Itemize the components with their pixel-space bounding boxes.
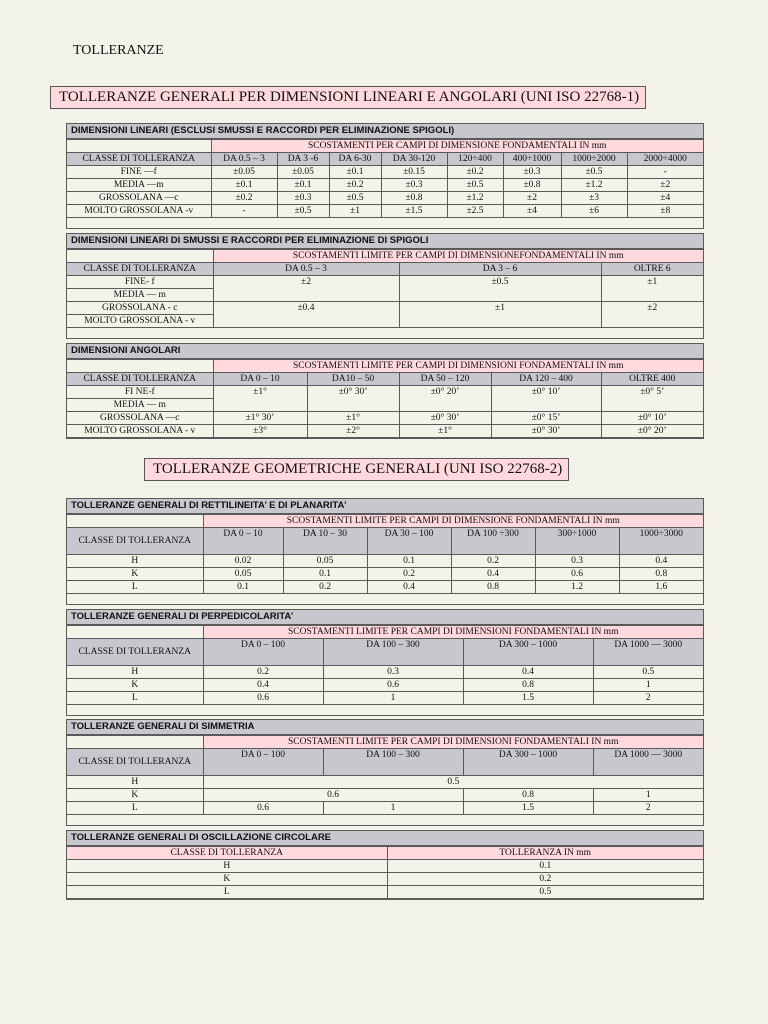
- row-label: H: [67, 555, 203, 568]
- row-label: K: [67, 873, 387, 886]
- header-cell: DA 0 – 10: [203, 528, 283, 555]
- empty-cell: [67, 626, 203, 639]
- row-label: MOLTO GROSSOLANA - v: [67, 425, 213, 438]
- table-row: [67, 679, 703, 692]
- cell: 1: [323, 692, 463, 705]
- header-cell: DA 30 – 100: [367, 528, 451, 555]
- header-row: [67, 528, 703, 555]
- cell: ±0.3: [503, 166, 561, 179]
- header-cell: DA 30-120: [381, 153, 447, 166]
- table-row: [67, 802, 703, 815]
- cell: 1: [593, 789, 703, 802]
- header-cell: DA 100 ÷300: [451, 528, 535, 555]
- table-title: TOLLERANZE GENERALI DI RETTILINEITA’ E DI PLANARITA’: [67, 499, 703, 514]
- cell: ±0.15: [381, 166, 447, 179]
- header-cell: DA 300 – 1000: [463, 639, 593, 666]
- table-row: [67, 886, 703, 899]
- header-row: [67, 373, 703, 386]
- cell: ±4: [503, 205, 561, 218]
- table-row: [67, 568, 703, 581]
- subheader: SCOSTAMENTI LIMITE PER CAMPI DI DIMENSIONI FONDAMENTALI IN mm: [213, 360, 703, 373]
- header-cell: DA 0 – 100: [203, 749, 323, 776]
- header-cell: CLASSE DI TOLLERANZA: [67, 153, 211, 166]
- cell: 0.05: [203, 568, 283, 581]
- cell: ±0.5: [399, 276, 601, 302]
- cell: 2: [593, 802, 703, 815]
- header-cell: DA 3 -6: [277, 153, 329, 166]
- cell: ±2°: [307, 425, 399, 438]
- header-cell: DA 0.5 – 3: [211, 153, 277, 166]
- cell: ±0.4: [213, 302, 399, 328]
- section-title-geometric: TOLLERANZE GEOMETRICHE GENERALI (UNI ISO 22768-2): [144, 458, 569, 481]
- table-title: DIMENSIONI ANGOLARI: [67, 344, 703, 359]
- cell: 0.02: [203, 555, 283, 568]
- header-row: [67, 749, 703, 776]
- cell: 0.3: [323, 666, 463, 679]
- empty-cell: [67, 736, 203, 749]
- cell: 1: [323, 802, 463, 815]
- header-row: [67, 263, 703, 276]
- cell: ±0.1: [277, 179, 329, 192]
- symmetry-table: [66, 719, 704, 826]
- cell: 0.8: [619, 568, 703, 581]
- cell: 0.6: [323, 679, 463, 692]
- cell: ±0° 10’: [601, 412, 703, 425]
- header-cell: DA 10 – 30: [283, 528, 367, 555]
- cell: 1.5: [463, 692, 593, 705]
- table-title: TOLLERANZE GENERALI DI OSCILLAZIONE CIRCOLARE: [67, 831, 703, 846]
- cell: ±0.8: [503, 179, 561, 192]
- cell: ±0° 20’: [601, 425, 703, 438]
- cell: 0.5: [203, 776, 703, 789]
- row-label: H: [67, 860, 387, 873]
- table-title: TOLLERANZE GENERALI DI SIMMETRIA: [67, 720, 703, 735]
- row-label: L: [67, 886, 387, 899]
- header-cell: OLTRE 400: [601, 373, 703, 386]
- page-label: TOLLERANZE: [73, 43, 164, 58]
- cell: ±0.5: [329, 192, 381, 205]
- cell: 0.4: [367, 581, 451, 594]
- cell: 0.2: [451, 555, 535, 568]
- table-row: [67, 205, 703, 218]
- header-cell: DA 120 – 400: [491, 373, 601, 386]
- cell: ±0° 15’: [491, 412, 601, 425]
- cell: 0.4: [619, 555, 703, 568]
- perpendicularity-table: [66, 609, 704, 716]
- header-cell: DA10 – 50: [307, 373, 399, 386]
- subheader: SCOSTAMENTI LIMITE PER CAMPI DI DIMENSIONEFONDAMENTALI IN mm: [213, 250, 703, 263]
- cell: ±0.5: [447, 179, 503, 192]
- table-row: [67, 666, 703, 679]
- cell: 1.6: [619, 581, 703, 594]
- cell: 0.05: [283, 555, 367, 568]
- section-title-linear-angular: TOLLERANZE GENERALI PER DIMENSIONI LINEARI E ANGOLARI (UNI ISO 22768-1): [50, 86, 646, 109]
- cell: 0.6: [203, 692, 323, 705]
- row-label: MEDIA — m: [67, 399, 213, 412]
- row-label: MOLTO GROSSOLANA - v: [67, 315, 213, 328]
- cell: ±0.5: [561, 166, 627, 179]
- chamfer-dimensions-table: [66, 233, 704, 339]
- cell: 0.1: [203, 581, 283, 594]
- row-label: GROSSOLANA - c: [67, 302, 213, 315]
- cell: ±3: [561, 192, 627, 205]
- header-cell: 1000÷2000: [561, 153, 627, 166]
- row-label: K: [67, 568, 203, 581]
- empty-cell: [67, 250, 213, 263]
- header-cell: 2000÷4000: [627, 153, 703, 166]
- row-label: K: [67, 679, 203, 692]
- row-label: H: [67, 666, 203, 679]
- cell: ±0.1: [211, 179, 277, 192]
- header-cell: CLASSE DI TOLLERANZA: [67, 847, 387, 860]
- cell: 0.5: [593, 666, 703, 679]
- cell: ±0.2: [211, 192, 277, 205]
- table-row: [67, 776, 703, 789]
- angular-dimensions-table: [66, 343, 704, 439]
- table-row: [67, 412, 703, 425]
- cell: ±1°: [307, 412, 399, 425]
- cell: 0.2: [387, 873, 703, 886]
- circular-runout-table: [66, 830, 704, 900]
- header-row: [67, 639, 703, 666]
- header-cell: 400÷1000: [503, 153, 561, 166]
- cell: ±0.1: [329, 166, 381, 179]
- row-label: L: [67, 802, 203, 815]
- header-cell: DA 6-30: [329, 153, 381, 166]
- cell: -: [627, 166, 703, 179]
- header-cell: DA 0 – 10: [213, 373, 307, 386]
- cell: 0.1: [387, 860, 703, 873]
- cell: ±3°: [213, 425, 307, 438]
- cell: ±1° 30’: [213, 412, 307, 425]
- table-row: [67, 555, 703, 568]
- cell: 0.4: [203, 679, 323, 692]
- header-cell: 120÷400: [447, 153, 503, 166]
- cell: 0.6: [535, 568, 619, 581]
- row-label: FINE —f: [67, 166, 211, 179]
- cell: 0.6: [203, 789, 463, 802]
- cell: 0.3: [535, 555, 619, 568]
- empty-cell: [67, 140, 211, 153]
- cell: ±2: [213, 276, 399, 302]
- subheader: SCOSTAMENTI LIMITE PER CAMPI DI DIMENSIONE FONDAMENTALI IN mm: [203, 515, 703, 528]
- cell: ±0° 20’: [399, 386, 491, 412]
- table-row: [67, 302, 703, 315]
- cell: 0.4: [451, 568, 535, 581]
- cell: 0.1: [367, 555, 451, 568]
- header-cell: DA 0 – 100: [203, 639, 323, 666]
- row-label: MEDIA —m: [67, 179, 211, 192]
- header-cell: DA 50 – 120: [399, 373, 491, 386]
- cell: ±0.8: [381, 192, 447, 205]
- cell: ±1: [399, 302, 601, 328]
- header-cell: OLTRE 6: [601, 263, 703, 276]
- cell: ±0° 10’: [491, 386, 601, 412]
- cell: ±8: [627, 205, 703, 218]
- cell: 1.5: [463, 802, 593, 815]
- cell: ±0.05: [211, 166, 277, 179]
- row-label: MOLTO GROSSOLANA -v: [67, 205, 211, 218]
- cell: 0.8: [463, 789, 593, 802]
- table-row: [67, 860, 703, 873]
- row-label: H: [67, 776, 203, 789]
- table-row: [67, 386, 703, 399]
- header-cell: DA 1000 — 3000: [593, 749, 703, 776]
- cell: 0.2: [367, 568, 451, 581]
- table-title: TOLLERANZE GENERALI DI PERPEDICOLARITA’: [67, 610, 703, 625]
- cell: ±0° 30’: [491, 425, 601, 438]
- subheader: SCOSTAMENTI LIMITE PER CAMPI DI DIMENSIONI FONDAMENTALI IN mm: [203, 736, 703, 749]
- cell: 0.1: [283, 568, 367, 581]
- straightness-flatness-table: [66, 498, 704, 605]
- table-row: [67, 166, 703, 179]
- row-label: FINE- f: [67, 276, 213, 289]
- cell: 0.4: [463, 666, 593, 679]
- empty-cell: [67, 360, 213, 373]
- cell: ±0° 30’: [399, 412, 491, 425]
- cell: ±4: [627, 192, 703, 205]
- linear-dimensions-table: [66, 123, 704, 229]
- table-row: [67, 425, 703, 438]
- cell: 1: [593, 679, 703, 692]
- header-cell: CLASSE DI TOLLERANZA: [67, 263, 213, 276]
- table-row: [67, 192, 703, 205]
- table-title: DIMENSIONI LINEARI DI SMUSSI E RACCORDI PER ELIMINAZIONE DI SPIGOLI: [67, 234, 703, 249]
- row-label: FI NE-f: [67, 386, 213, 399]
- cell: 2: [593, 692, 703, 705]
- row-label: GROSSOLANA —c: [67, 192, 211, 205]
- header-row: [67, 153, 703, 166]
- cell: ±2.5: [447, 205, 503, 218]
- cell: ±0.2: [329, 179, 381, 192]
- cell: ±2: [601, 302, 703, 328]
- header-cell: 1000÷3000: [619, 528, 703, 555]
- cell: ±1°: [213, 386, 307, 412]
- table-row: [67, 581, 703, 594]
- cell: 0.8: [451, 581, 535, 594]
- header-cell: DA 1000 — 3000: [593, 639, 703, 666]
- cell: ±0.3: [381, 179, 447, 192]
- header-cell: DA 0.5 – 3: [213, 263, 399, 276]
- header-cell: 300÷1000: [535, 528, 619, 555]
- header-cell: CLASSE DI TOLLERANZA: [67, 749, 203, 776]
- header-cell: DA 100 – 300: [323, 639, 463, 666]
- row-label: MEDIA — m: [67, 289, 213, 302]
- header-cell: CLASSE DI TOLLERANZA: [67, 528, 203, 555]
- cell: ±6: [561, 205, 627, 218]
- header-cell: DA 300 – 1000: [463, 749, 593, 776]
- empty-cell: [67, 515, 203, 528]
- row-label: K: [67, 789, 203, 802]
- cell: ±0.05: [277, 166, 329, 179]
- subheader: SCOSTAMENTI PER CAMPI DI DIMENSIONE FONDAMENTALI IN mm: [211, 140, 703, 153]
- cell: ±0.2: [447, 166, 503, 179]
- table-row: [67, 789, 703, 802]
- cell: ±0.3: [277, 192, 329, 205]
- cell: ±1.5: [381, 205, 447, 218]
- row-label: L: [67, 692, 203, 705]
- row-label: GROSSOLANA —c: [67, 412, 213, 425]
- cell: 1.2: [535, 581, 619, 594]
- row-label: L: [67, 581, 203, 594]
- subheader: SCOSTAMENTI LIMITE PER CAMPI DI DIMENSIONI FONDAMENTALI IN mm: [203, 626, 703, 639]
- cell: ±1: [329, 205, 381, 218]
- cell: 0.2: [283, 581, 367, 594]
- table-row: [67, 692, 703, 705]
- header-cell: DA 3 – 6: [399, 263, 601, 276]
- cell: ±2: [627, 179, 703, 192]
- cell: 0.8: [463, 679, 593, 692]
- header-cell: CLASSE DI TOLLERANZA: [67, 373, 213, 386]
- cell: 0.2: [203, 666, 323, 679]
- cell: ±0.5: [277, 205, 329, 218]
- cell: ±1°: [399, 425, 491, 438]
- table-row: [67, 873, 703, 886]
- cell: ±1.2: [561, 179, 627, 192]
- header-cell: CLASSE DI TOLLERANZA: [67, 639, 203, 666]
- cell: 0.5: [387, 886, 703, 899]
- cell: ±2: [503, 192, 561, 205]
- cell: -: [211, 205, 277, 218]
- table-row: [67, 179, 703, 192]
- header-row: [67, 847, 703, 860]
- cell: ±0° 5’: [601, 386, 703, 412]
- header-cell: TOLLERANZA IN mm: [387, 847, 703, 860]
- table-row: [67, 276, 703, 289]
- cell: ±1.2: [447, 192, 503, 205]
- table-title: DIMENSIONI LINEARI (ESCLUSI SMUSSI E RACCORDI PER ELIMINAZIONE SPIGOLI): [67, 124, 703, 139]
- cell: ±0° 30’: [307, 386, 399, 412]
- cell: 0.6: [203, 802, 323, 815]
- cell: ±1: [601, 276, 703, 302]
- header-cell: DA 100 – 300: [323, 749, 463, 776]
